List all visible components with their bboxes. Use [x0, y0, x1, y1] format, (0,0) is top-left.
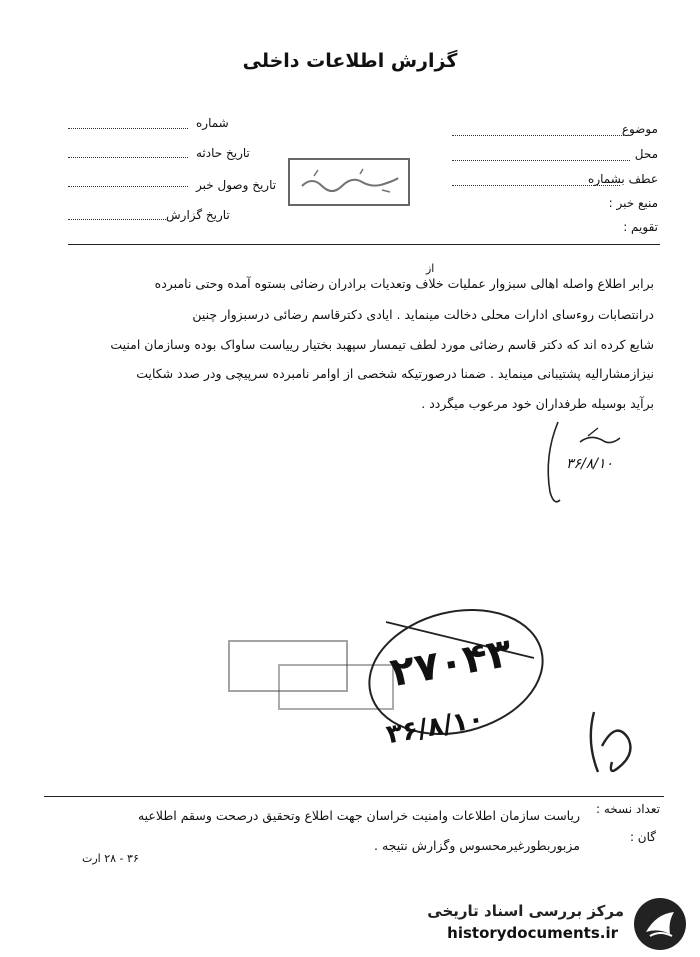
number-dotted-line	[68, 128, 188, 129]
watermark-url: historydocuments.ir	[447, 924, 618, 942]
location-label: محل	[634, 147, 658, 161]
handwritten-date: ۳۶/۸/۱۰	[566, 456, 614, 472]
handwritten-mark	[574, 706, 638, 784]
subject-dotted-line	[452, 135, 630, 136]
body-line-4: نیزازمشارالیه پشتیبانی مینماید . ضمنا درصورتیکه شخصی از اوامر نامبرده سرپیچی ودر صدد شکایت	[136, 366, 654, 381]
registry-number: ۲۷۰۴۳	[386, 629, 516, 697]
copies-label: تعداد نسخه :	[595, 802, 660, 816]
recipients-label: گان :	[629, 830, 656, 844]
body-line-1: برابر اطلاع واصله اهالی سبزوار عملیات خلاف وتعدیات برادران رضائی بستوه آمده وحتی نامبرده	[154, 276, 654, 291]
header-stamp-scribble	[290, 160, 408, 204]
location-dotted-line	[452, 160, 630, 161]
watermark-organization-name: مرکز بررسی اسناد تاریخی	[427, 902, 624, 920]
calendar-label: تقویم :	[623, 220, 658, 234]
reference-number-label: عطف بشماره	[588, 172, 658, 186]
subject-label: موضوع	[621, 122, 658, 136]
document-title: گزارش اطلاعات داخلی	[242, 50, 458, 72]
report-date-label: تاریخ گزارش	[166, 208, 230, 222]
number-label: شماره	[196, 116, 229, 130]
footer-separator	[44, 796, 664, 797]
reference-dotted-line	[452, 185, 620, 186]
body-line-3: شایع کرده اند که دکتر قاسم رضائی مورد لطف تیمسار سپهبد بختیار رییاست ساواک بوده وسازمان امنیت	[110, 337, 654, 352]
report-date-dotted-line	[68, 219, 166, 220]
book-logo-icon	[632, 896, 688, 952]
footer-instruction-line-2: مزبوربطورغیرمحسوس وگزارش نتیجه .	[374, 838, 580, 853]
body-line-2: درانتصابات روءسای ادارات محلی دخالت مینماید . ایادی دکترقاسم رضائی درسبزوار چنین	[192, 307, 654, 322]
registry-date: ۳۶/۸/۱۰	[384, 703, 487, 751]
body-line-5: برآید بوسیله طرفداران خود مرعوب میگردد .	[421, 396, 654, 411]
receipt-date-label: تاریخ وصول خبر	[196, 178, 277, 192]
inserted-word: از	[426, 262, 435, 275]
document-code: ۳۶ - ۲۸ ارت	[82, 852, 139, 865]
incident-date-dotted-line	[68, 157, 188, 158]
receipt-date-dotted-line	[68, 186, 188, 187]
footer-instruction-line-1: ریاست سازمان اطلاعات وامنیت خراسان جهت اطلاع وتحقیق درصحت وسقم اطلاعیه	[137, 808, 580, 823]
incident-date-label: تاریخ حادثه	[196, 146, 250, 160]
header-separator	[68, 244, 660, 245]
header-rubber-stamp	[288, 158, 410, 206]
news-source-label: منبع خبر :	[608, 196, 658, 210]
